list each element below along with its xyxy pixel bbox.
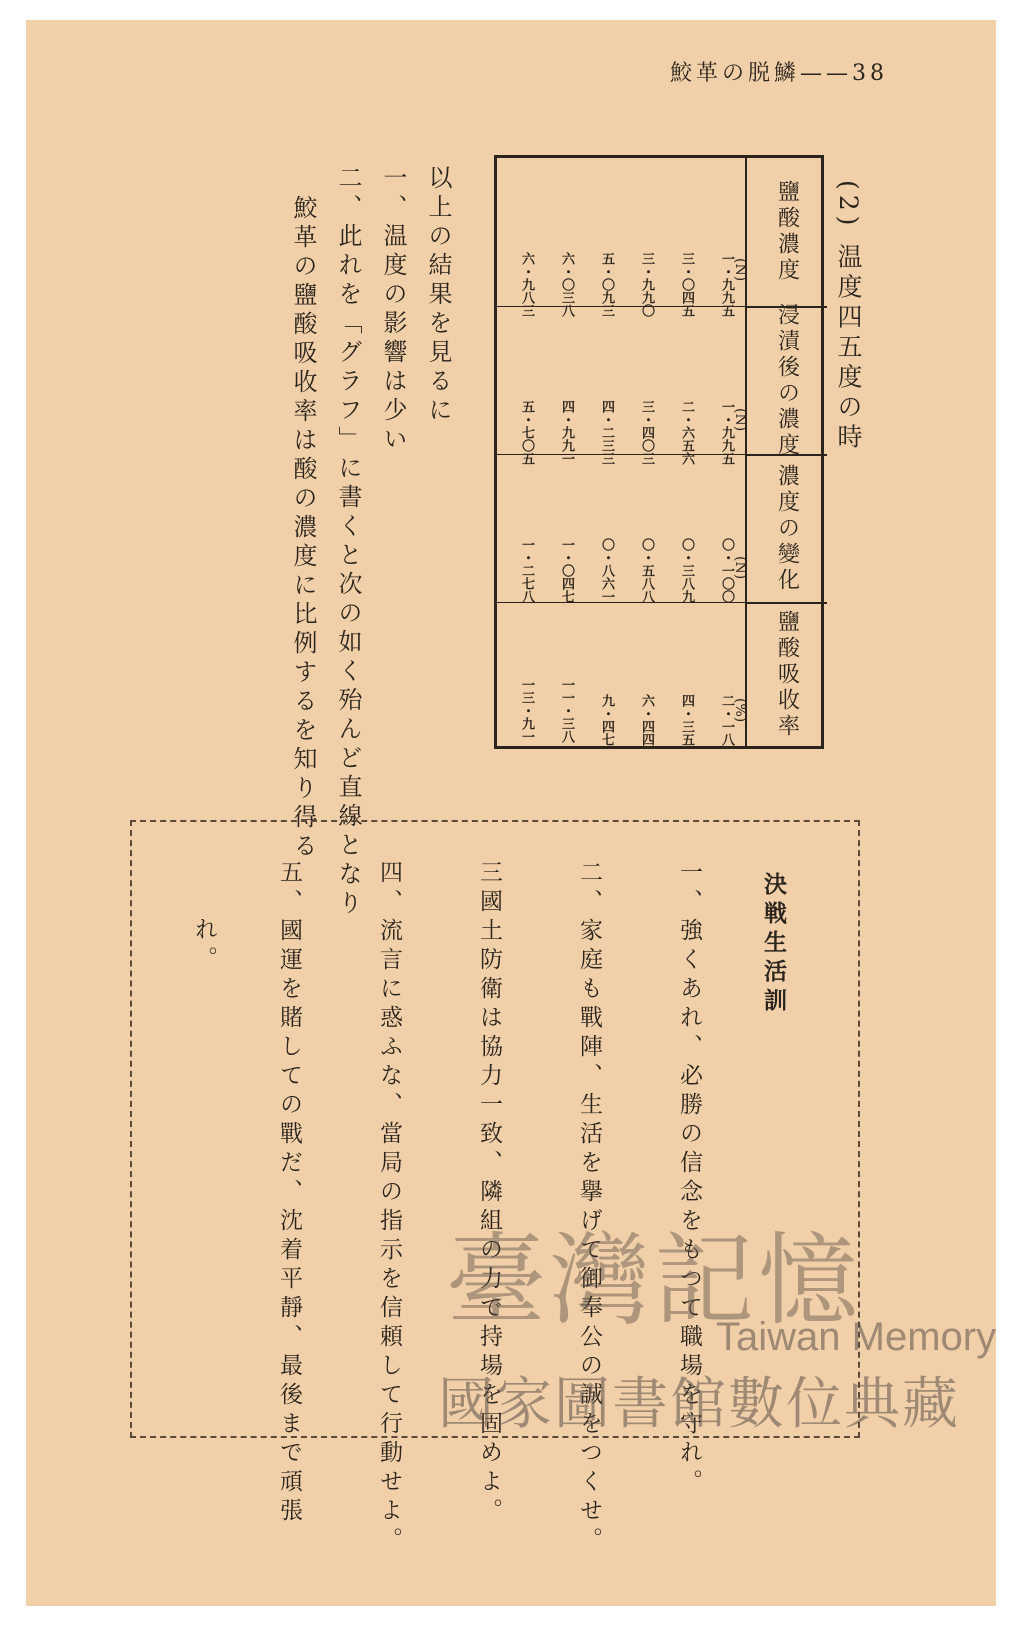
notice-line-4: 四、流言に惑ふな、當局の指示を信頼して行動せよ。 <box>376 860 402 1556</box>
table-cell: 二・六五六 <box>679 400 694 465</box>
table-cell: 四・二三三 <box>599 400 614 465</box>
table-cell: 五・〇九三 <box>599 252 614 317</box>
table-cell: 一・二七八 <box>519 538 534 603</box>
table-cell: 四・三五 <box>679 694 694 746</box>
watermark-english: Taiwan Memory <box>716 1315 997 1359</box>
notice-line-1: 一、強くあれ、必勝の信念をもつて職場を守れ。 <box>676 860 702 1498</box>
table-unit: (%) <box>732 698 748 723</box>
table-cell: 六・九八三 <box>519 252 534 317</box>
table-cell: 三・九九〇 <box>639 252 654 317</box>
table-cell: 一・〇四七 <box>559 538 574 603</box>
watermark-library: 國家圖書館數位典藏 <box>438 1372 960 1435</box>
section-heading: (2) 温度四五度の時 <box>834 180 863 454</box>
table-cell: 〇・八六一 <box>599 538 614 603</box>
notice-line-2: 二、家庭も戰陣、生活を擧げて御奉公の誠をつくせ。 <box>576 860 602 1556</box>
conclusion-intro: 以上の結果を見るに <box>424 165 452 426</box>
conclusion-item-2: 二、此れを「グラフ」に書くと次の如く殆んど直線となり <box>334 165 362 919</box>
table-cell: 二・一八 <box>719 694 734 746</box>
table-header-1: 鹽酸濃度 <box>745 158 827 306</box>
running-header: 鮫革の脱鱗——38 <box>670 61 888 86</box>
table-cell: 四・九九一 <box>559 400 574 465</box>
data-table <box>494 155 824 749</box>
conclusion-item-1: 一、温度の影響は少い <box>379 165 407 455</box>
table-unit: (N) <box>732 258 748 282</box>
table-cell: 三・四〇三 <box>639 400 654 465</box>
notice-line-6: れ。 <box>191 917 217 975</box>
table-divider <box>497 306 745 307</box>
table-cell: 三・〇四五 <box>679 252 694 317</box>
table-cell: 一三・九一 <box>519 678 534 743</box>
table-divider <box>497 602 745 603</box>
table-divider <box>497 454 745 455</box>
table-cell: 五・七〇五 <box>519 400 534 465</box>
table-cell: 一・九九五 <box>719 400 734 465</box>
notice-line-3: 三國土防衛は協力一致、隣組の力で持場を固めよ。 <box>476 860 502 1527</box>
table-header-3: 濃度の變化 <box>745 454 827 602</box>
notice-line-5: 五、國運を賭しての戰だ、沈着平靜、最後まで頑張 <box>276 860 302 1527</box>
table-header-2: 浸漬後の濃度 <box>745 306 827 454</box>
document-page <box>26 20 996 1606</box>
table-cell: 九・四七 <box>599 694 614 746</box>
notice-title: 決戦生活訓 <box>760 872 787 1017</box>
table-cell: 〇・五八八 <box>639 538 654 603</box>
table-cell: 六・〇三八 <box>559 252 574 317</box>
table-unit: (N) <box>732 556 748 580</box>
table-unit: (N) <box>732 408 748 432</box>
table-cell: 一・九九五 <box>719 252 734 317</box>
table-cell: 一一・三八 <box>559 678 574 743</box>
conclusion-item-2-continued: 鮫革の鹽酸吸收率は酸の濃度に比例するを知り得る <box>289 195 317 862</box>
watermark-logo: 臺灣記憶 <box>446 1222 862 1339</box>
table-cell: 六・四四 <box>639 694 654 746</box>
table-header-4: 鹽酸吸收率 <box>745 602 827 746</box>
table-cell: 〇・三八九 <box>679 538 694 603</box>
table-cell: 〇・一〇〇 <box>719 538 734 603</box>
